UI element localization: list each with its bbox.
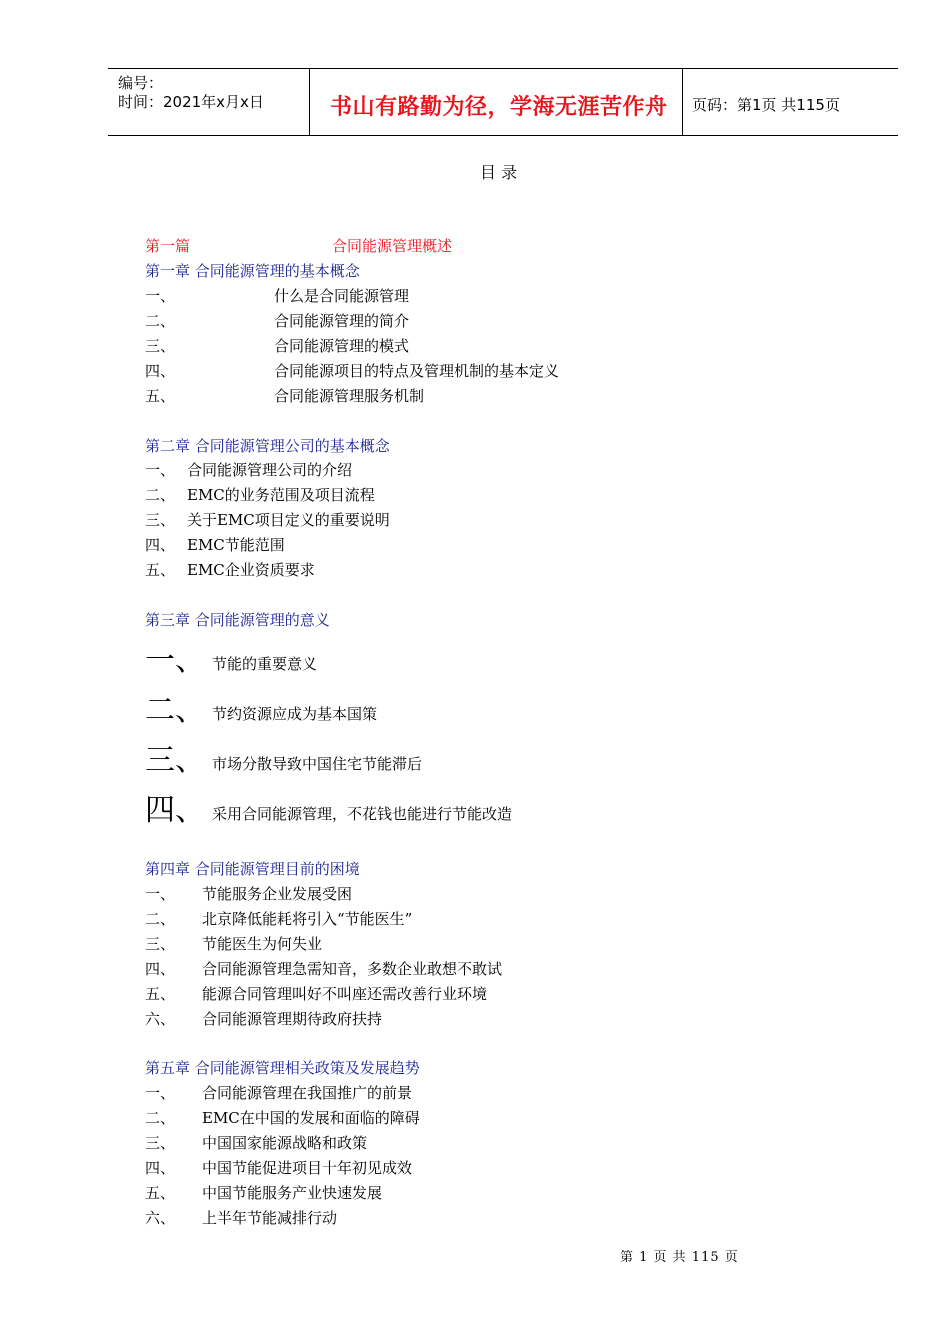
entry-number: 三、: [145, 1134, 176, 1152]
entry-number: 四、: [145, 536, 176, 554]
toc-entry[interactable]: [145, 793, 513, 828]
entry-text: 节能服务企业发展受困: [202, 885, 353, 903]
entry-text: 能源合同管理叫好不叫座还需改善行业环境: [202, 985, 488, 1003]
part-title: 合同能源管理概述: [332, 237, 453, 255]
entry-text: 市场分散导致中国住宅节能滞后: [212, 755, 423, 773]
toc-entry[interactable]: [145, 361, 560, 381]
entry-number: 一、: [145, 461, 176, 479]
header-page-label: 页码：第1页 共115页: [692, 96, 840, 114]
toc-entry[interactable]: [145, 560, 315, 580]
toc-entry[interactable]: [145, 336, 410, 356]
toc-entry[interactable]: [145, 1183, 383, 1203]
entry-number: 五、: [145, 561, 176, 579]
toc-entry[interactable]: [145, 1158, 413, 1178]
header-top-rule: [108, 68, 898, 69]
entry-number: 一、: [145, 287, 176, 305]
toc-entry[interactable]: [145, 386, 425, 406]
entry-number: 二、: [145, 1109, 176, 1127]
entry-text: 合同能源管理急需知音，多数企业敢想不敢试: [202, 960, 503, 978]
toc-entry[interactable]: [145, 909, 413, 929]
toc-entry[interactable]: [145, 1083, 413, 1103]
entry-number: 六、: [145, 1209, 176, 1227]
entry-number: 四、: [145, 1159, 176, 1177]
entry-text: 北京降低能耗将引入“节能医生”: [202, 910, 413, 928]
toc-entry[interactable]: [145, 743, 423, 778]
entry-text: 合同能源项目的特点及管理机制的基本定义: [274, 362, 560, 380]
entry-text: 合同能源管理服务机制: [274, 387, 425, 405]
entry-text: 节能医生为何失业: [202, 935, 323, 953]
entry-text: 上半年节能减排行动: [202, 1209, 338, 1227]
toc-entry[interactable]: [145, 510, 390, 530]
entry-text: 节约资源应成为基本国策: [212, 705, 378, 723]
chapter-heading[interactable]: 第三章 合同能源管理的意义: [145, 611, 330, 629]
entry-text: 什么是合同能源管理: [274, 287, 410, 305]
entry-number: 三、: [145, 743, 205, 778]
part-heading[interactable]: [145, 236, 453, 256]
header-bottom-rule: [108, 135, 898, 136]
toc-entry[interactable]: [145, 485, 375, 505]
entry-text: 合同能源管理的简介: [274, 312, 410, 330]
entry-text: 中国节能服务产业快速发展: [202, 1184, 383, 1202]
chapter-heading[interactable]: 第一章 合同能源管理的基本概念: [145, 262, 360, 280]
entry-text: EMC企业资质要求: [187, 561, 315, 579]
header-motto: 书山有路勤为径，学海无涯苦作舟: [330, 95, 668, 120]
entry-number: 四、: [145, 793, 205, 828]
toc-entry[interactable]: [145, 643, 318, 678]
toc-entry[interactable]: [145, 984, 488, 1004]
entry-number: 二、: [145, 693, 205, 728]
entry-number: 四、: [145, 960, 176, 978]
toc-entry[interactable]: [145, 535, 285, 555]
toc-entry[interactable]: [145, 1133, 368, 1153]
entry-number: 二、: [145, 486, 176, 504]
entry-number: 六、: [145, 1010, 176, 1028]
toc-entry[interactable]: [145, 311, 410, 331]
toc-entry[interactable]: [145, 884, 353, 904]
entry-text: 合同能源管理在我国推广的前景: [202, 1084, 413, 1102]
entry-text: 关于EMC项目定义的重要说明: [187, 511, 390, 529]
header-divider-right: [682, 68, 683, 136]
entry-text: EMC在中国的发展和面临的障碍: [202, 1109, 420, 1127]
entry-text: EMC的业务范围及项目流程: [187, 486, 375, 504]
chapter-heading[interactable]: 第五章 合同能源管理相关政策及发展趋势: [145, 1059, 420, 1077]
toc-entry[interactable]: [145, 1208, 338, 1228]
toc-entry[interactable]: [145, 693, 378, 728]
entry-text: EMC节能范围: [187, 536, 285, 554]
entry-text: 合同能源管理公司的介绍: [187, 461, 353, 479]
toc-entry[interactable]: [145, 460, 353, 480]
chapter-heading[interactable]: 第二章 合同能源管理公司的基本概念: [145, 437, 390, 455]
header-divider-left: [309, 68, 310, 136]
toc-entry[interactable]: [145, 1009, 383, 1029]
entry-number: 一、: [145, 885, 176, 903]
entry-text: 采用合同能源管理，不花钱也能进行节能改造: [212, 805, 513, 823]
entry-number: 五、: [145, 985, 176, 1003]
entry-number: 二、: [145, 910, 176, 928]
entry-number: 五、: [145, 387, 176, 405]
page-footer: 第 1 页 共 115 页: [620, 1250, 739, 1265]
toc-title: 目 录: [480, 163, 518, 182]
entry-number: 一、: [145, 643, 205, 678]
entry-number: 三、: [145, 935, 176, 953]
entry-text: 中国国家能源战略和政策: [202, 1134, 368, 1152]
toc-entry[interactable]: [145, 1108, 420, 1128]
entry-number: 二、: [145, 312, 176, 330]
entry-number: 一、: [145, 1084, 176, 1102]
entry-number: 三、: [145, 511, 176, 529]
entry-text: 中国节能促进项目十年初见成效: [202, 1159, 413, 1177]
chapter-heading[interactable]: 第四章 合同能源管理目前的困境: [145, 860, 360, 878]
entry-text: 节能的重要意义: [212, 655, 318, 673]
entry-number: 三、: [145, 337, 176, 355]
part-label: 第一篇: [145, 237, 191, 255]
header-number-label: 编号：: [118, 74, 164, 92]
header-time-label: 时间：2021年x月x日: [118, 93, 264, 111]
entry-text: 合同能源管理的模式: [274, 337, 410, 355]
entry-number: 四、: [145, 362, 176, 380]
toc-entry[interactable]: [145, 959, 503, 979]
toc-entry[interactable]: [145, 934, 323, 954]
toc-entry[interactable]: [145, 286, 410, 306]
entry-text: 合同能源管理期待政府扶持: [202, 1010, 383, 1028]
entry-number: 五、: [145, 1184, 176, 1202]
